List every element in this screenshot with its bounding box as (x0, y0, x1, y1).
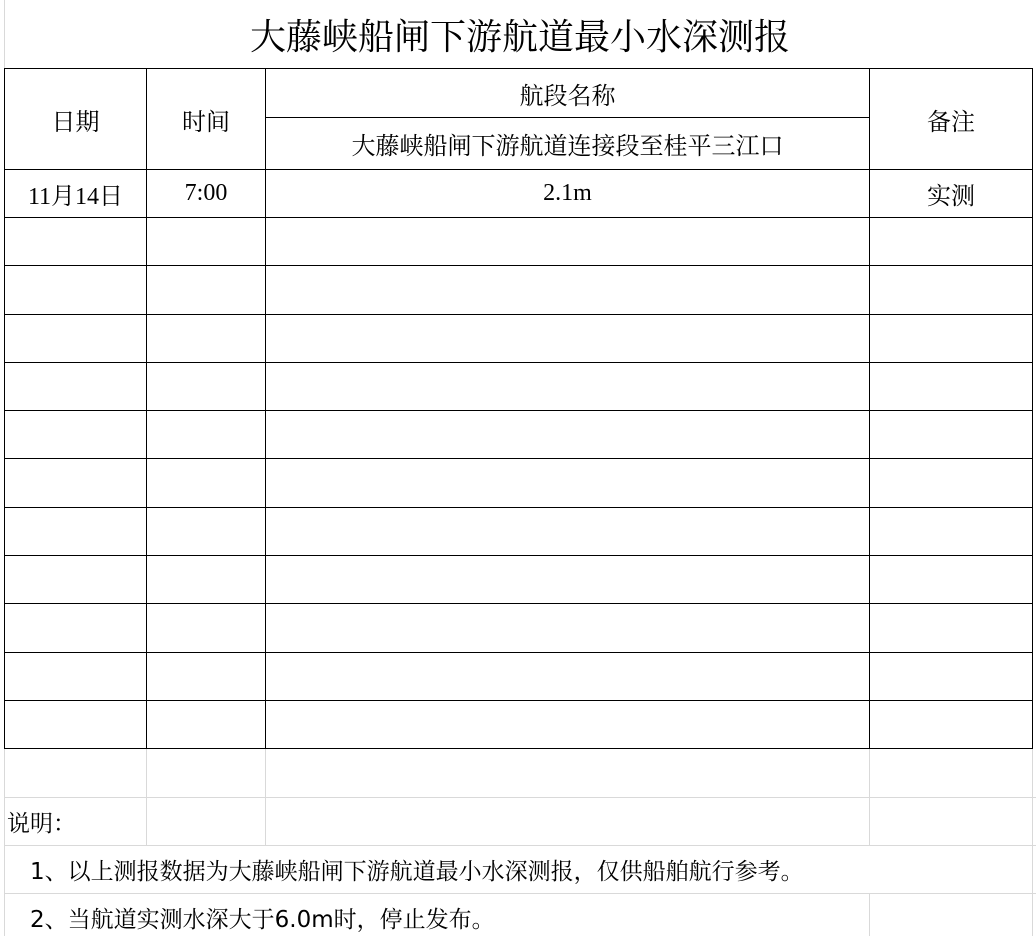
table-border (4, 314, 1033, 315)
table-border (4, 555, 1033, 556)
table-border (4, 507, 1033, 508)
table-border (4, 748, 1033, 749)
grid-line (4, 797, 1036, 798)
grid-line (869, 894, 870, 936)
header-section: 大藤峡船闸下游航道连接段至桂平三江口 (351, 132, 784, 160)
header-date: 日期 (51, 107, 100, 136)
table-cell-remark: 实测 (927, 182, 975, 210)
note-item: 1、以上测报数据为大藤峡船闸下游航道最小水深测报，仅供船舶航行参考。 (30, 859, 804, 885)
header-section-name: 航段名称 (519, 81, 616, 110)
notes-heading: 说明： (7, 811, 76, 837)
table-cell-depth: 2.1m (543, 180, 592, 206)
table-border (4, 603, 1033, 604)
table-border (4, 410, 1033, 411)
table-cell-date: 11月14日 (27, 184, 124, 210)
table-border (4, 362, 1033, 363)
table-border (4, 652, 1033, 653)
table-border (4, 700, 1033, 701)
header-remark: 备注 (927, 107, 975, 136)
table-border (4, 458, 1033, 459)
table-cell-time: 7:00 (184, 180, 228, 206)
table-border (4, 265, 1033, 266)
page-title: 大藤峡船闸下游航道最小水深测报 (249, 16, 790, 58)
header-time: 时间 (182, 107, 230, 136)
note-item: 2、当航道实测水深大于6.0m时，停止发布。 (30, 907, 495, 933)
grid-line (1032, 748, 1033, 936)
table-border (1032, 68, 1033, 749)
table-border (4, 217, 1033, 218)
